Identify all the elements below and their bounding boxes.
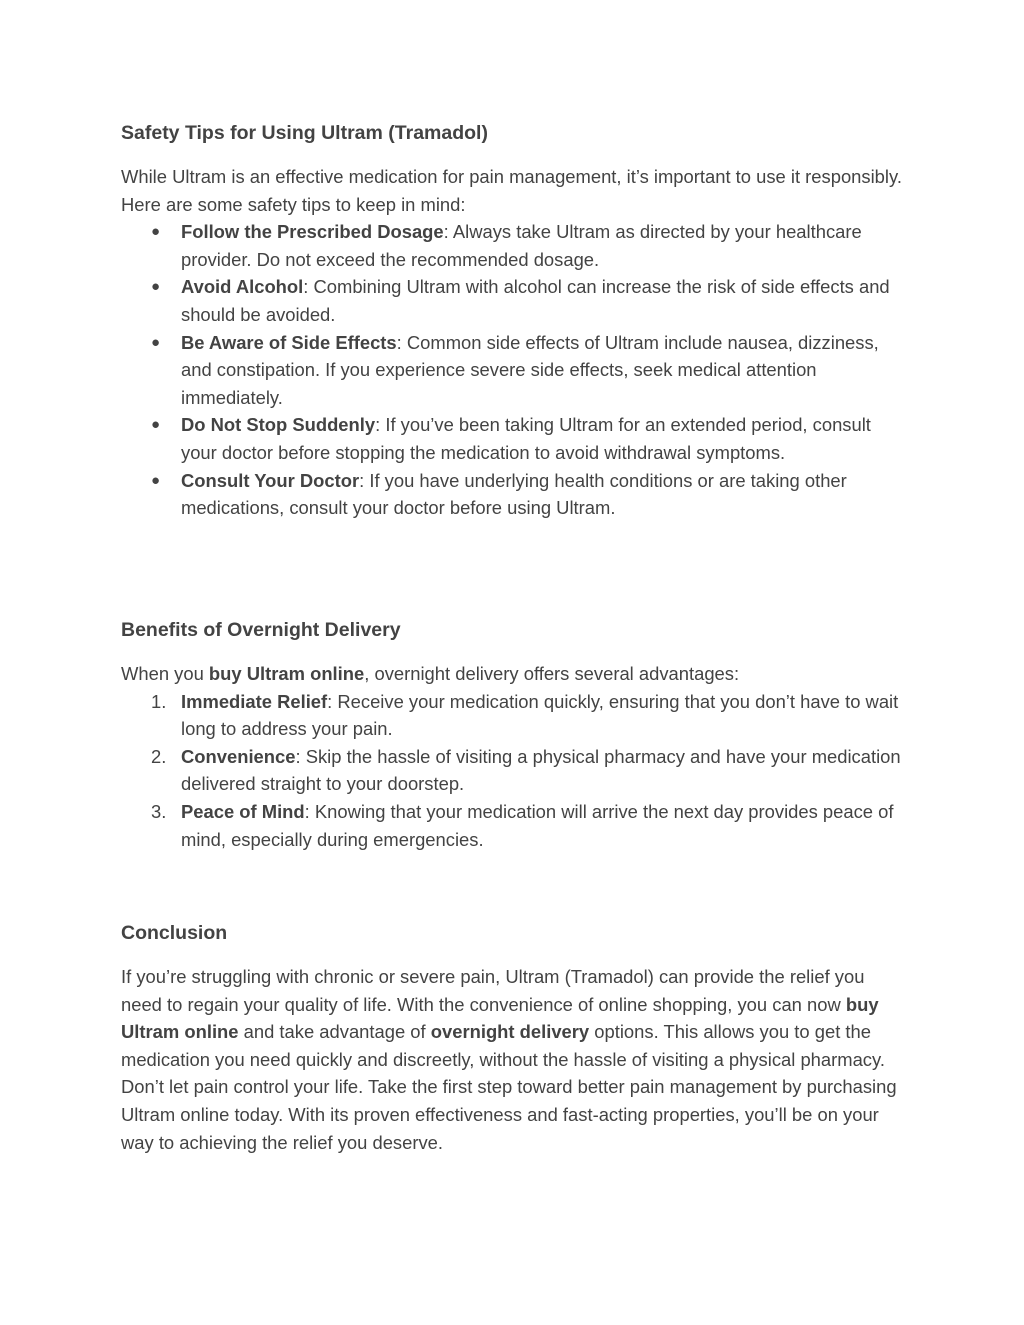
list-item-label: Convenience	[181, 745, 296, 767]
bullet-icon: ●	[151, 333, 161, 351]
list-item-text: : Common side effects of Ultram include nausea, dizziness, and constipation. If you experience severe side effects, seek medical attention immediately.	[181, 331, 879, 408]
safety-tips-section	[121, 118, 907, 522]
list-item-label: Be Aware of Side Effects	[181, 331, 397, 353]
list-item-label: Consult Your Doctor	[181, 469, 360, 491]
list-item-label: Peace of Mind	[181, 800, 305, 822]
intro-text: , overnight delivery offers several advantages:	[364, 663, 740, 684]
benefits-list	[121, 688, 907, 854]
bullet-icon: ●	[151, 416, 161, 434]
list-item-text: : Receive your medication quickly, ensuring that you don’t have to wait long to address your pain.	[181, 690, 899, 740]
list-item	[121, 273, 907, 328]
list-item	[121, 467, 907, 522]
list-item-text: : If you’ve been taking Ultram for an extended period, consult your doctor before stopping the medication to avoid withdrawal symptoms.	[181, 414, 871, 463]
overnight-delivery-heading: Benefits of Overnight Delivery	[121, 619, 401, 641]
safety-tips-heading: Safety Tips for Using Ultram (Tramadol)	[121, 122, 488, 144]
bullet-icon: ●	[151, 223, 161, 241]
document-page	[121, 118, 907, 1153]
list-number: 3.	[151, 800, 167, 822]
list-item	[121, 411, 907, 466]
intro-text: When you	[121, 663, 209, 684]
list-item	[121, 688, 907, 743]
bullet-icon: ●	[151, 471, 161, 489]
conclusion-paragraph-1	[121, 963, 907, 1073]
paragraph-bold-text: buy Ultram online	[121, 993, 879, 1043]
overnight-delivery-intro	[121, 660, 907, 688]
list-item-label: Immediate Relief	[181, 690, 328, 712]
list-item-label: Avoid Alcohol	[181, 276, 304, 298]
list-item-label: Do Not Stop Suddenly	[181, 414, 376, 436]
list-item	[121, 743, 907, 798]
safety-tips-list	[121, 218, 907, 522]
list-item-text: : Always take Ultram as directed by your healthcare provider. Do not exceed the recommended dosage.	[181, 221, 862, 270]
conclusion-section	[121, 918, 907, 1156]
list-item-text: : Combining Ultram with alcohol can increase the risk of side effects and should be avoided.	[181, 276, 890, 325]
overnight-delivery-section	[121, 615, 907, 853]
paragraph-bold-text: overnight delivery	[430, 1021, 590, 1043]
safety-tips-intro: While Ultram is an effective medication for pain management, it’s important to use it responsibly. Here are some safety tips to keep in mind:	[121, 166, 902, 215]
list-item-text: : Knowing that your medication will arrive the next day provides peace of mind, especially during emergencies.	[181, 800, 894, 850]
list-item-text: : If you have underlying health conditions or are taking other medications, consult your doctor before using Ultram.	[181, 469, 847, 519]
conclusion-paragraph-2: Don’t let pain control your life. Take the first step toward better pain management by purchasing Ultram online today. With its proven effectiveness and fast-acting properties, you’ll be on your way to achieving the relief you deserve.	[121, 1076, 897, 1153]
list-number: 2.	[151, 745, 167, 767]
bullet-icon: ●	[151, 278, 161, 296]
paragraph-text: and take advantage of	[238, 1021, 431, 1043]
list-item	[121, 798, 907, 853]
list-item-label: Follow the Prescribed Dosage	[181, 221, 444, 243]
list-number: 1.	[151, 690, 167, 712]
paragraph-text: If you’re struggling with chronic or severe pain, Ultram (Tramadol) can provide the relief you need to regain your quality of life. With the convenience of online shopping, you can now	[121, 966, 865, 1015]
paragraph-text: options. This allows you to get the medication you need quickly and discreetly, without the hassle of visiting a physical pharmacy.	[121, 1021, 885, 1070]
conclusion-heading: Conclusion	[121, 922, 228, 944]
intro-bold-text: buy Ultram online	[208, 663, 365, 684]
list-item	[121, 218, 907, 273]
list-item-text: : Skip the hassle of visiting a physical pharmacy and have your medication delivered straight to your doorstep.	[181, 745, 901, 795]
list-item	[121, 329, 907, 412]
